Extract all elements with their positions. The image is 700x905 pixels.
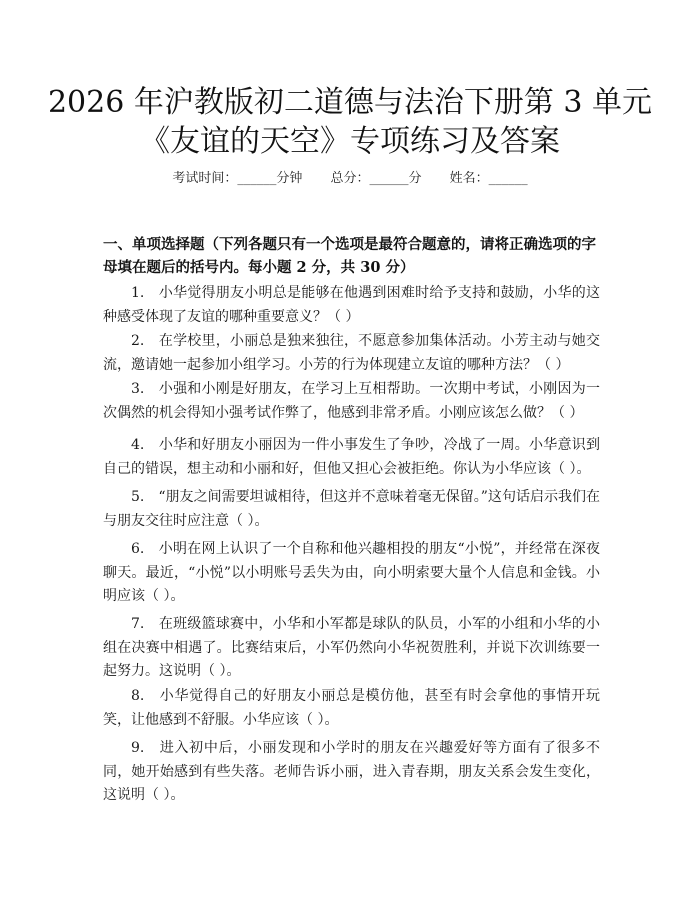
exam-time-field: 考试时间：______分钟 xyxy=(172,171,303,186)
document-title-line-2: 《友谊的天空》专项练习及答案 xyxy=(140,124,560,159)
student-name-field: 姓名：______ xyxy=(449,171,528,186)
section-heading: 一、单项选择题（下列各题只有一个选项是最符合题意的，请将正确选项的字母填在题后的括号内。每小题 2 分，共 30 分） xyxy=(103,236,596,276)
question-7: 7. 在班级篮球赛中，小华和小军都是球队的队员，小军的小组和小华的小组在决赛中相遇了。比赛结束后，小军仍然向小华祝贺胜利，并说下次训练要一起努力。这说明（ ）。 xyxy=(103,616,600,679)
question-8: 8. 小华觉得自己的好朋友小丽总是模仿他，甚至有时会拿他的事情开玩笑，让他感到不舒服。小华应该（ ）。 xyxy=(103,688,600,728)
question-4: 4. 小华和好朋友小丽因为一件小事发生了争吵，冷战了一周。小华意识到自己的错误，想主动和小丽和好，但他又担心会被拒绝。你认为小华应该（ ）。 xyxy=(103,437,600,477)
question-1: 1. 小华觉得朋友小明总是能够在他遇到困难时给予支持和鼓励，小华的这种感受体现了友谊的哪种重要意义？（ ） xyxy=(103,285,600,325)
question-3: 3. 小强和小刚是好朋友，在学习上互相帮助。一次期中考试，小刚因为一次偶然的机会得知小强考试作弊了，他感到非常矛盾。小刚应该怎么做？（ ） xyxy=(103,381,600,421)
question-5: 5. “朋友之间需要坦诚相待，但这并不意味着毫无保留。”这句话启示我们在与朋友交往时应注意（ ）。 xyxy=(103,489,600,529)
question-6: 6. 小明在网上认识了一个自称和他兴趣相投的朋友“小悦”，并经常在深夜聊天。最近，“小悦”以小明账号丢失为由，向小明索要大量个人信息和金钱。小明应该（ ）。 xyxy=(103,541,600,604)
question-2: 2. 在学校里，小丽总是独来独往，不愿意参加集体活动。小芳主动与她交流，邀请她一起参加小组学习。小芳的行为体现建立友谊的哪种方法？（ ） xyxy=(103,333,600,373)
exam-info-row xyxy=(0,170,700,188)
total-score-field: 总分：______分 xyxy=(330,171,422,186)
document-title-line-1: 2026 年沪教版初二道德与法治下册第 3 单元 xyxy=(47,85,653,120)
question-9: 9. 进入初中后，小丽发现和小学时的朋友在兴趣爱好等方面有了很多不同，她开始感到有些失落。老师告诉小丽，进入青春期，朋友关系会发生变化，这说明（ ）。 xyxy=(103,740,600,803)
